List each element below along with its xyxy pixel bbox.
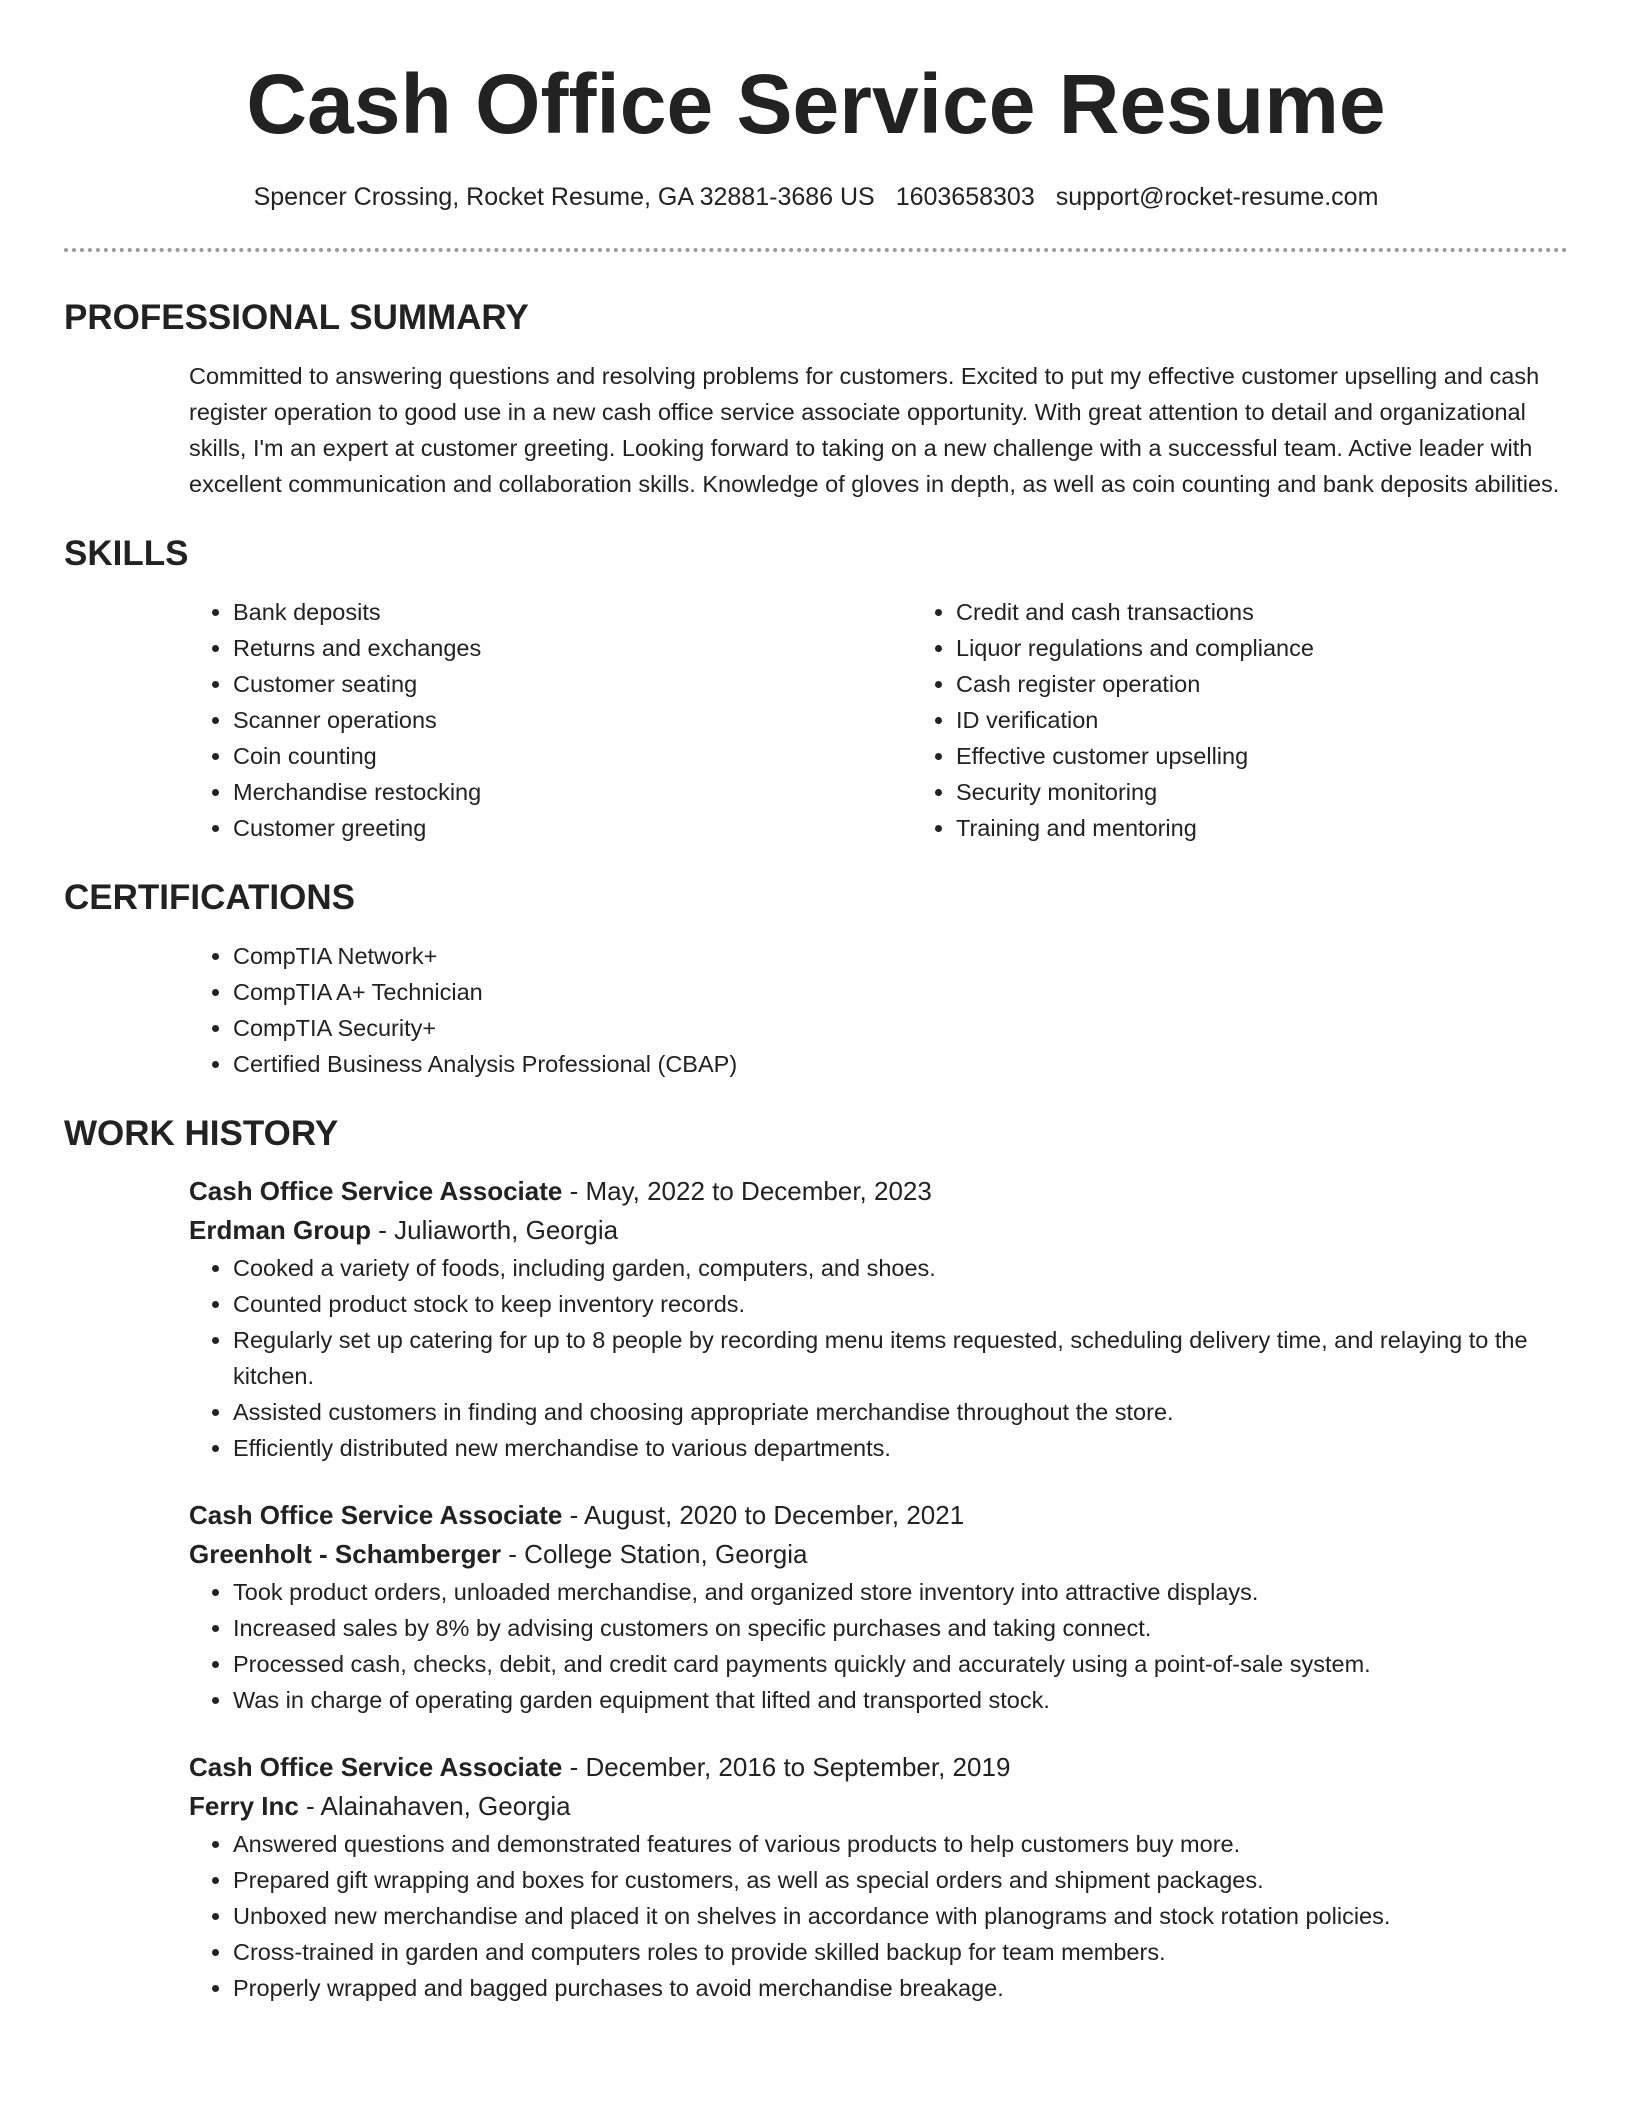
job-title-line	[189, 1496, 1568, 1535]
job-duties-list	[189, 1250, 1568, 1466]
skill-item: • Training and mentoring	[956, 810, 1632, 846]
skill-item: • Customer seating	[233, 666, 912, 702]
resume-title: Cash Office Service Resume	[246, 57, 1386, 151]
job-duty: • Unboxed new merchandise and placed it on shelves in accordance with planograms and stock rotation policies.	[233, 1898, 1568, 1934]
skill-item: • Coin counting	[233, 738, 912, 774]
job-duty: • Took product orders, unloaded merchandise, and organized store inventory into attractive displays.	[233, 1574, 1568, 1610]
job-title-line	[189, 1172, 1568, 1211]
skill-item: • Customer greeting	[233, 810, 912, 846]
summary-section	[64, 296, 1568, 502]
skills-list-left	[189, 594, 912, 846]
job-duty: • Increased sales by 8% by advising customers on specific purchases and taking connect.	[233, 1610, 1568, 1646]
job-duty: • Answered questions and demonstrated features of various products to help customers buy more.	[233, 1826, 1568, 1862]
job-company-line	[189, 1535, 1568, 1574]
summary-heading: PROFESSIONAL SUMMARY	[64, 298, 529, 337]
certification-item: • Certified Business Analysis Professional (CBAP)	[233, 1046, 1568, 1082]
job-role: Cash Office Service Associate	[189, 1500, 563, 1530]
skill-item: • Bank deposits	[233, 594, 912, 630]
job-company-line	[189, 1211, 1568, 1250]
header-divider	[64, 248, 1568, 252]
certification-item: • CompTIA Security+	[233, 1010, 1568, 1046]
work-history-heading: WORK HISTORY	[64, 1114, 339, 1153]
job-duty: • Counted product stock to keep inventory records.	[233, 1286, 1568, 1322]
certifications-section	[64, 876, 1568, 1082]
skills-grid	[189, 594, 1568, 846]
skills-list-right	[912, 594, 1632, 846]
summary-text: Committed to answering questions and resolving problems for customers. Excited to put my effective customer upselling and cash register operation to good use in a new cash office service associate opportunity. With great attention to detail and organizational skills, I'm an expert at customer greeting. Looking forward to taking on a new challenge with a successful team. Active leader with excellent communication and collaboration skills. Knowledge of gloves in depth, as well as coin counting and bank deposits abilities.	[189, 363, 1560, 497]
job-company: Ferry Inc	[189, 1791, 299, 1821]
job-company-line	[189, 1787, 1568, 1826]
job-duty: • Regularly set up catering for up to 8 people by recording menu items requested, scheduling delivery time, and relaying to the kitchen.	[233, 1322, 1568, 1394]
skill-item: • Security monitoring	[956, 774, 1632, 810]
job-entry	[189, 1748, 1568, 2006]
job-duty: • Assisted customers in finding and choosing appropriate merchandise throughout the store.	[233, 1394, 1568, 1430]
skill-item: • Cash register operation	[956, 666, 1632, 702]
certification-item: • CompTIA Network+	[233, 938, 1568, 974]
job-duty: • Properly wrapped and bagged purchases to avoid merchandise breakage.	[233, 1970, 1568, 2006]
skill-item: • Merchandise restocking	[233, 774, 912, 810]
job-duty: • Cooked a variety of foods, including garden, computers, and shoes.	[233, 1250, 1568, 1286]
certifications-body	[189, 938, 1568, 1082]
job-entry	[189, 1496, 1568, 1718]
job-entry	[189, 1172, 1568, 1466]
job-location: - College Station, Georgia	[501, 1539, 808, 1569]
job-dates: - August, 2020 to December, 2021	[562, 1500, 965, 1530]
certification-item: • CompTIA A+ Technician	[233, 974, 1568, 1010]
skills-section	[64, 532, 1568, 846]
job-duty: • Was in charge of operating garden equipment that lifted and transported stock.	[233, 1682, 1568, 1718]
certifications-heading: CERTIFICATIONS	[64, 878, 356, 917]
resume-header	[64, 0, 1568, 252]
job-duty: • Efficiently distributed new merchandise to various departments.	[233, 1430, 1568, 1466]
skills-heading: SKILLS	[64, 534, 189, 573]
work-history-section	[64, 1112, 1568, 2006]
skill-item: • Effective customer upselling	[956, 738, 1632, 774]
skill-item: • Credit and cash transactions	[956, 594, 1632, 630]
job-role: Cash Office Service Associate	[189, 1752, 563, 1782]
job-location: - Alainahaven, Georgia	[298, 1791, 571, 1821]
job-dates: - May, 2022 to December, 2023	[562, 1176, 932, 1206]
job-duties-list	[189, 1574, 1568, 1718]
job-duty: • Cross-trained in garden and computers roles to provide skilled backup for team members.	[233, 1934, 1568, 1970]
job-title-line	[189, 1748, 1568, 1787]
contact-email: support@rocket-resume.com	[1055, 183, 1379, 211]
job-company: Erdman Group	[189, 1215, 372, 1245]
contact-line	[64, 180, 1568, 214]
skill-item: • Scanner operations	[233, 702, 912, 738]
skill-item: • ID verification	[956, 702, 1632, 738]
job-dates: - December, 2016 to September, 2019	[562, 1752, 1011, 1782]
job-company: Greenholt - Schamberger	[189, 1539, 502, 1569]
job-location: - Juliaworth, Georgia	[371, 1215, 619, 1245]
contact-address: Spencer Crossing, Rocket Resume, GA 32881-3686 US	[253, 183, 875, 211]
contact-phone: 1603658303	[895, 183, 1035, 211]
skill-item: • Returns and exchanges	[233, 630, 912, 666]
job-duty: • Prepared gift wrapping and boxes for customers, as well as special orders and shipment packages.	[233, 1862, 1568, 1898]
job-duties-list	[189, 1826, 1568, 2006]
job-duty: • Processed cash, checks, debit, and credit card payments quickly and accurately using a point-of-sale system.	[233, 1646, 1568, 1682]
skill-item: • Liquor regulations and compliance	[956, 630, 1632, 666]
job-role: Cash Office Service Associate	[189, 1176, 563, 1206]
certifications-list	[189, 938, 1568, 1082]
